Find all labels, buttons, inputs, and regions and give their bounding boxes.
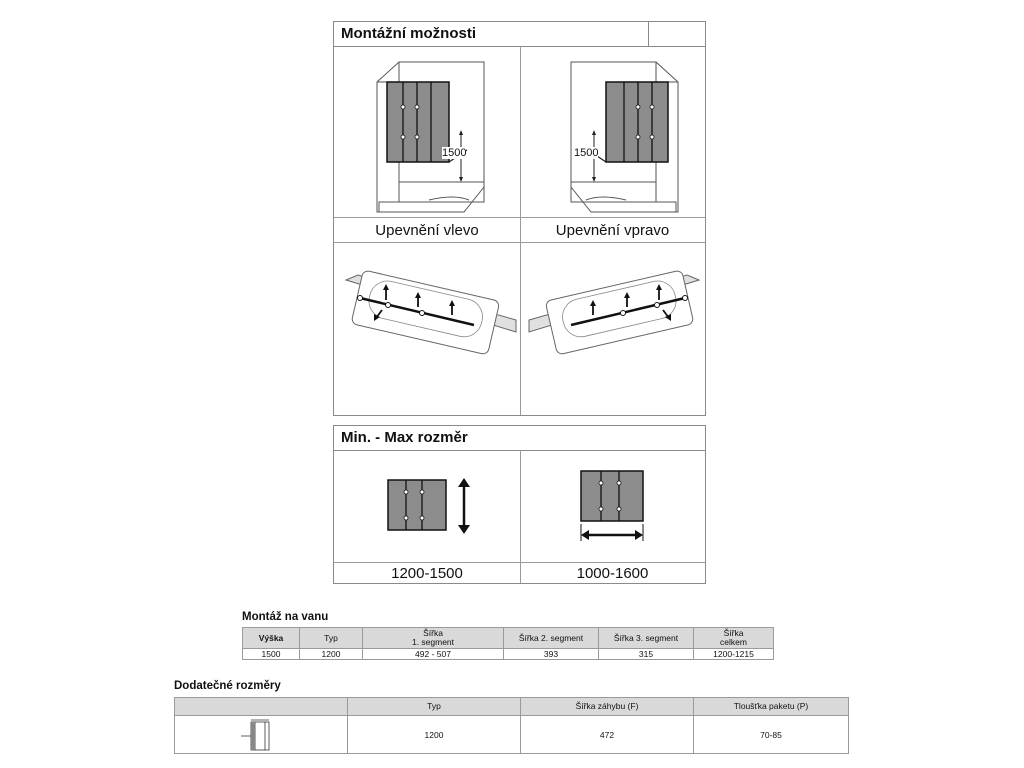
mount-right-caption: Upevnění vpravo bbox=[555, 222, 670, 239]
table-header-row bbox=[175, 698, 849, 716]
mounting-options-panel bbox=[333, 21, 706, 416]
min-max-title: Min. - Max rozměr bbox=[341, 429, 468, 446]
col-width-seg2: Šířka 2. segment bbox=[504, 628, 599, 649]
width-range-value: 1000-1600 bbox=[576, 565, 649, 582]
col-width-seg3: Šířka 3. segment bbox=[599, 628, 694, 649]
col-package-thickness: Tloušťka paketu (P) bbox=[694, 698, 849, 716]
col-width-total bbox=[694, 628, 774, 649]
plan-left-illustration bbox=[346, 250, 516, 350]
mount-left-dimension: 1500 bbox=[442, 147, 467, 159]
plan-right-illustration bbox=[529, 250, 699, 350]
min-max-divider-bottom bbox=[334, 562, 705, 563]
min-max-header bbox=[334, 426, 705, 451]
extra-table-title: Dodatečné rozměry bbox=[174, 680, 281, 692]
min-max-panel bbox=[333, 425, 706, 584]
panel-divider-mid bbox=[334, 242, 705, 243]
cell-width-seg1: 492 - 507 bbox=[363, 649, 504, 660]
table-header-row bbox=[243, 628, 774, 649]
bath-table-title: Montáž na vanu bbox=[242, 611, 329, 623]
cell-height: 1500 bbox=[243, 649, 300, 660]
mount-right-illustration bbox=[556, 52, 686, 212]
col-width-seg1 bbox=[363, 628, 504, 649]
min-max-divider-vertical bbox=[520, 450, 521, 583]
col-height: Výška bbox=[243, 628, 300, 649]
cell-width-total: 1200-1215 bbox=[694, 649, 774, 660]
cell-type: 1200 bbox=[348, 716, 521, 754]
cell-type: 1200 bbox=[300, 649, 363, 660]
col-type: Typ bbox=[300, 628, 363, 649]
col-width-seg1-label: Šířka 1. segment bbox=[411, 628, 455, 647]
cell-width-seg3: 315 bbox=[599, 649, 694, 660]
mount-left-illustration bbox=[369, 52, 499, 212]
table-row bbox=[175, 716, 849, 754]
mounting-options-title: Montážní možnosti bbox=[341, 25, 476, 42]
fold-diagram-illustration bbox=[237, 718, 277, 752]
mount-right-dimension: 1500 bbox=[574, 147, 599, 159]
cell-width-seg2: 393 bbox=[504, 649, 599, 660]
height-range-value: 1200-1500 bbox=[391, 565, 463, 582]
col-diagram bbox=[175, 698, 348, 716]
col-fold-width: Šířka záhybu (F) bbox=[521, 698, 694, 716]
panel-divider-top bbox=[334, 217, 705, 218]
table-row bbox=[243, 649, 774, 660]
cell-diagram bbox=[175, 716, 348, 754]
cell-fold-width: 472 bbox=[521, 716, 694, 754]
width-range-illustration bbox=[579, 469, 649, 544]
cell-package-thickness: 70-85 bbox=[694, 716, 849, 754]
height-range-illustration bbox=[386, 478, 476, 538]
extra-dimensions-table bbox=[174, 697, 849, 754]
col-width-total-label: Šířka celkem bbox=[720, 628, 747, 647]
col-type: Typ bbox=[348, 698, 521, 716]
header-side-box bbox=[648, 22, 705, 46]
bath-spec-table bbox=[242, 627, 774, 660]
mount-left-caption: Upevnění vlevo bbox=[375, 222, 479, 239]
mounting-options-header bbox=[334, 22, 705, 47]
